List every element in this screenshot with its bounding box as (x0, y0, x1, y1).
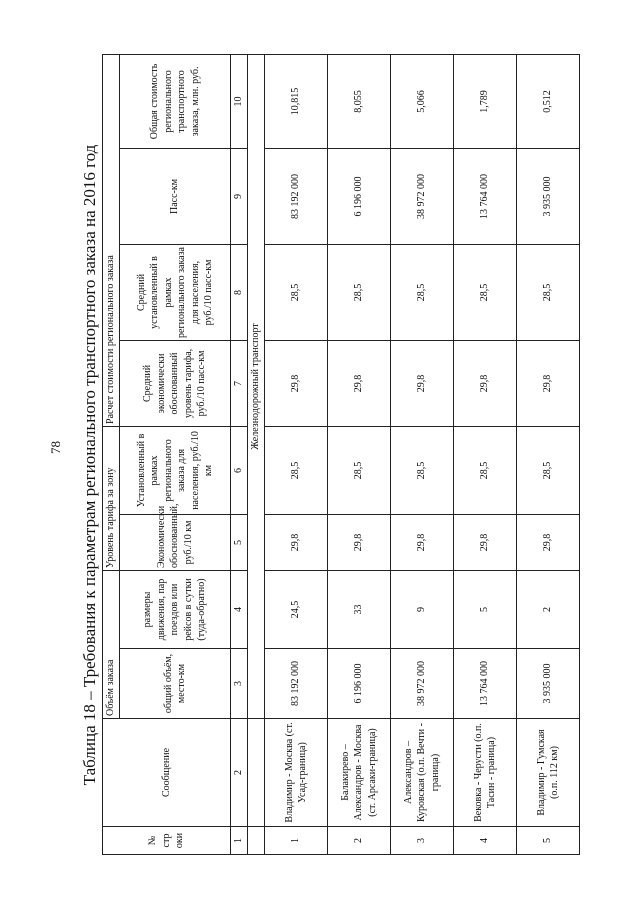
cell-pass-km: 13 764 000 (454, 148, 517, 244)
cell-set: 28,5 (265, 426, 328, 514)
cell-pairs: 2 (517, 570, 580, 648)
header-total-cost: Общая стоимость регионального транспортного заказа, млн. руб. (120, 54, 231, 148)
cell-volume: 13 764 000 (454, 649, 517, 719)
header-route: Сообщение (103, 719, 231, 827)
header-volume: общий объём, место-км (120, 649, 231, 719)
header-avg-econ: Средний экономически обоснованный уровень тарифа, руб./10 пасс-км (120, 340, 231, 426)
rotated-table-sheet (80, 55, 560, 855)
group-volume: Объём заказа (103, 570, 120, 718)
cell-econ: 29,8 (265, 514, 328, 570)
column-number: 9 (231, 148, 248, 244)
column-number: 8 (231, 244, 248, 340)
header-pass-km: Пасс-км (120, 148, 231, 244)
header-pairs: размеры движения, пар поездов или рейсов в сутки (туда-обратно) (120, 570, 231, 648)
cell-econ: 29,8 (391, 514, 454, 570)
cell-total: 0,512 (517, 54, 580, 148)
column-number: 1 (231, 827, 248, 855)
table-row (517, 54, 580, 854)
header-econ-tariff: Экономически обоснованный, руб./10 км (120, 514, 231, 570)
cell-row-number: 5 (517, 827, 580, 855)
column-number: 6 (231, 426, 248, 514)
cell-pairs: 33 (328, 570, 391, 648)
cell-avg-set: 28,5 (517, 244, 580, 340)
column-number: 5 (231, 514, 248, 570)
cell-avg-set: 28,5 (454, 244, 517, 340)
header-set-tariff: Установленный в рамках регионального заказа для населения, руб./10 км (120, 426, 231, 514)
cell-avg-econ: 29,8 (391, 340, 454, 426)
cell-volume: 38 972 000 (391, 649, 454, 719)
cell-avg-econ: 29,8 (517, 340, 580, 426)
cell-volume: 6 196 000 (328, 649, 391, 719)
column-number: 10 (231, 54, 248, 148)
cell-row-number: 2 (328, 827, 391, 855)
table-row (328, 54, 391, 854)
cell-set: 28,5 (328, 426, 391, 514)
cell-avg-set: 28,5 (265, 244, 328, 340)
page-number: 78 (48, 441, 63, 454)
cell-row-number: 3 (391, 827, 454, 855)
cell-total: 1,789 (454, 54, 517, 148)
cell-volume: 83 192 000 (265, 649, 328, 719)
column-number: 7 (231, 340, 248, 426)
tariff-table (102, 54, 580, 855)
group-calc: Расчет стоимости регионального заказа (103, 54, 120, 426)
cell-avg-set: 28,5 (391, 244, 454, 340)
cell-route: Вековка - Черусти (о.п. Тасин - граница) (454, 719, 517, 827)
cell-set: 28,5 (517, 426, 580, 514)
cell-econ: 29,8 (454, 514, 517, 570)
cell-pairs: 24,5 (265, 570, 328, 648)
cell-route: Владимир - Москва (ст. Усад-граница) (265, 719, 328, 827)
cell-total: 5,066 (391, 54, 454, 148)
cell-volume: 3 935 000 (517, 649, 580, 719)
cell-total: 8,055 (328, 54, 391, 148)
cell-avg-set: 28,5 (328, 244, 391, 340)
cell-row-number: 1 (265, 827, 328, 855)
cell-pairs: 9 (391, 570, 454, 648)
cell-row-number: 4 (454, 827, 517, 855)
table-row (454, 54, 517, 854)
cell-avg-econ: 29,8 (265, 340, 328, 426)
table-row (391, 54, 454, 854)
table-row (265, 54, 328, 854)
column-number: 3 (231, 649, 248, 719)
cell-pass-km: 3 935 000 (517, 148, 580, 244)
cell-route: Балакирево – Александров - Москва (ст. Арсаки-граница) (328, 719, 391, 827)
cell-avg-econ: 29,8 (328, 340, 391, 426)
cell-set: 28,5 (454, 426, 517, 514)
group-tariff: Уровень тарифа за зону (103, 426, 120, 570)
header-row-number: № стр оки (103, 827, 231, 855)
cell-pass-km: 38 972 000 (391, 148, 454, 244)
cell-route: Владимир - Гумская (о.п. 112 км) (517, 719, 580, 827)
cell-route: Александров – Куровская (о.п. Вечти - граница) (391, 719, 454, 827)
section-spacer (248, 827, 265, 855)
header-avg-set: Средний установленный в рамках регионального заказа для населения, руб./10 пасс-км (120, 244, 231, 340)
cell-avg-econ: 29,8 (454, 340, 517, 426)
cell-econ: 29,8 (517, 514, 580, 570)
table-title: Таблица 18 – Требования к параметрам регионального транспортного заказа на 2016 год (80, 144, 99, 786)
section-spacer (248, 719, 265, 827)
cell-pass-km: 6 196 000 (328, 148, 391, 244)
cell-pass-km: 83 192 000 (265, 148, 328, 244)
section-title: Железнодорожный транспорт (248, 54, 265, 718)
cell-econ: 29,8 (328, 514, 391, 570)
column-number: 4 (231, 570, 248, 648)
column-number: 2 (231, 719, 248, 827)
cell-pairs: 5 (454, 570, 517, 648)
cell-total: 10,815 (265, 54, 328, 148)
cell-set: 28,5 (391, 426, 454, 514)
